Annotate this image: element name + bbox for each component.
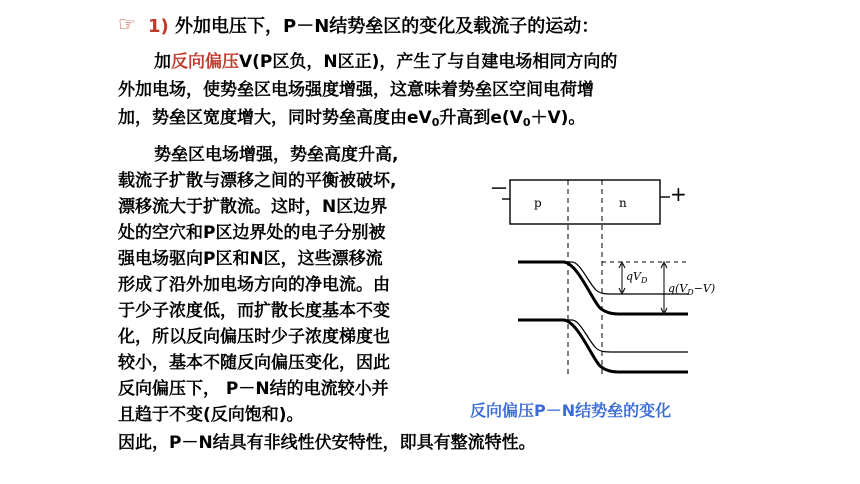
- para1-text: ＋V)。: [530, 108, 586, 128]
- qvd-subscript: D: [641, 276, 648, 285]
- minus-sign: －: [490, 179, 508, 200]
- para1-line-2: 外加电场，使势垒区电场强度增强，这意味着势垒区空间电荷增: [118, 80, 594, 100]
- para1-line-1: [118, 48, 738, 76]
- para1-text: 升高到e(V: [439, 108, 523, 128]
- para1-line-3: [118, 104, 738, 137]
- qvd-label: [626, 270, 648, 285]
- subscript: 0: [431, 116, 440, 129]
- para2-line: 强电场驱向P区和N区，这些漂移流: [118, 249, 383, 269]
- para1-text: V(P区负，N区正)，产生了与自建电场相同方向的: [239, 52, 618, 72]
- para2-line: 于少子浓度低，而扩散长度基本不变: [118, 301, 390, 321]
- para2-line: 较小，基本不随反向偏压变化，因此: [118, 353, 390, 373]
- n-region-label: n: [619, 196, 627, 210]
- plus-sign: +: [670, 182, 687, 206]
- qvdv-post: −V): [693, 282, 716, 295]
- pointing-hand-icon: ☞: [118, 12, 136, 36]
- heading-text: 外加电压下，P－N结势垒区的变化及载流子的运动：: [175, 16, 600, 37]
- qvd-minus-v-label: [668, 282, 715, 297]
- qvd-text: qV: [626, 270, 641, 283]
- para2-line: 且趋于不变(反向饱和)。: [118, 405, 304, 425]
- pn-junction-band-diagram: [488, 170, 748, 400]
- para2-line: 势垒区电场增强，势垒高度升高,: [154, 145, 399, 165]
- intro-paragraph: [118, 48, 738, 137]
- para2-line: 形成了沿外加电场方向的净电流。由: [118, 275, 390, 295]
- band-edge-upper-thick: [518, 262, 688, 314]
- para2-line: 载流子扩散与漂移之间的平衡被破坏,: [118, 171, 397, 191]
- junction-box: [510, 180, 660, 224]
- band-edge-lower-thin: [518, 320, 688, 352]
- para2-line: 漂移流大于扩散流。这时，N区边界: [118, 197, 388, 217]
- qvdv-text: q(V: [668, 282, 688, 295]
- para1-text: 加，势垒区宽度增大，同时势垒高度由eV: [118, 108, 432, 128]
- figure-caption: 反向偏压P－N结势垒的变化: [470, 401, 672, 420]
- conclusion-line: 因此，P－N结具有非线性伏安特性，即具有整流特性。: [118, 433, 536, 453]
- para1-text: 加: [154, 52, 171, 72]
- para2-line: 反向偏压下， P－N结的电流较小并: [118, 379, 389, 399]
- band-edge-lower-thick: [518, 320, 688, 372]
- section-heading: [118, 12, 599, 38]
- heading-number: 1): [148, 16, 169, 37]
- reverse-bias-term: 反向偏压: [171, 52, 239, 72]
- qvdv-subscript: D: [687, 288, 694, 297]
- subscript: 0: [522, 116, 531, 129]
- para2-line: 化，所以反向偏压时少子浓度梯度也: [118, 327, 390, 347]
- explanation-paragraph: [118, 142, 488, 428]
- band-edge-upper-thin: [518, 262, 688, 294]
- p-region-label: p: [534, 196, 542, 210]
- para2-line: 处的空穴和P区边界处的电子分别被: [118, 223, 386, 243]
